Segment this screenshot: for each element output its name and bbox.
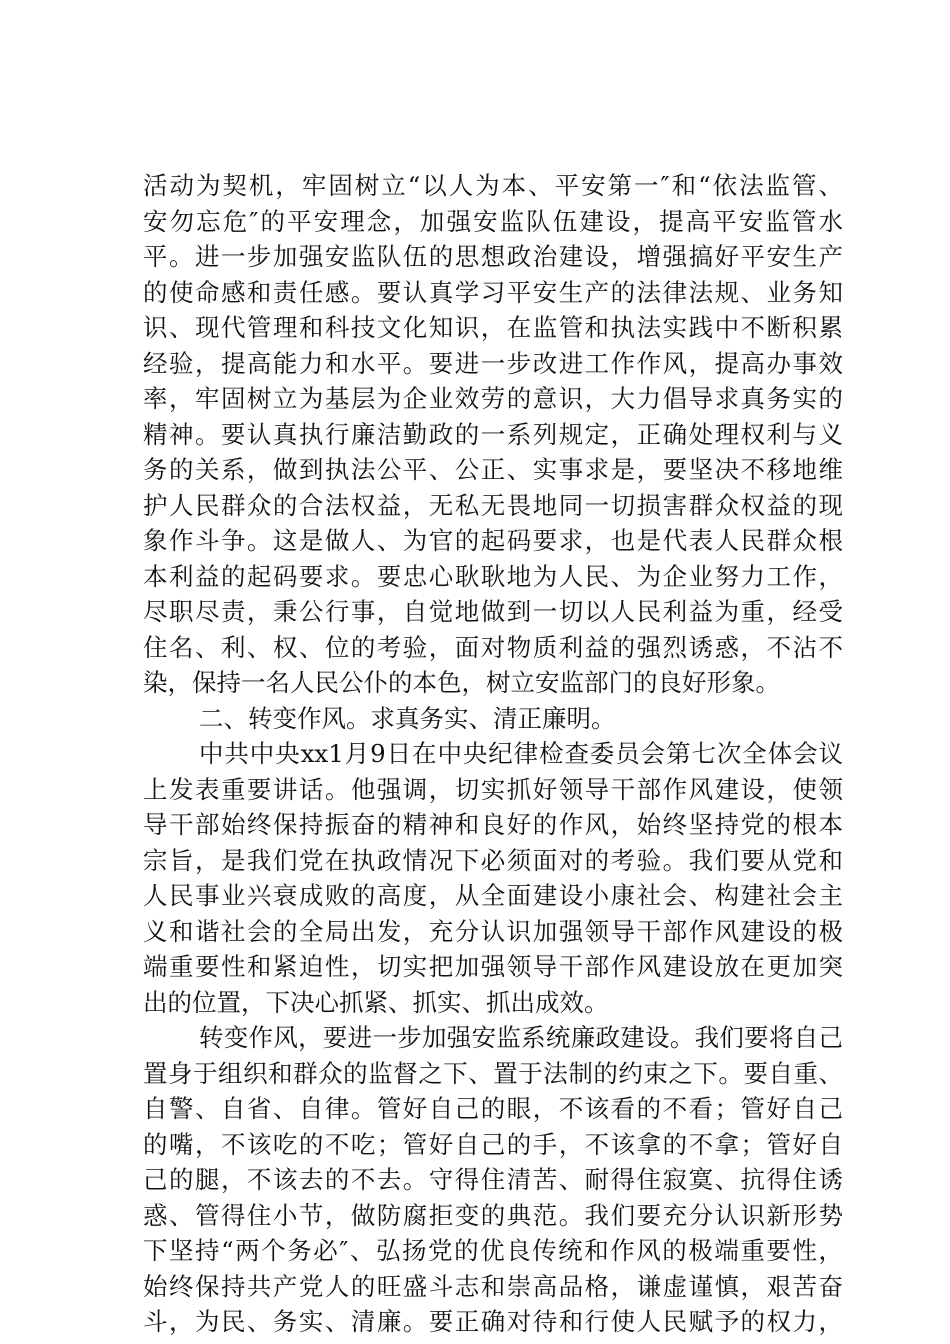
paragraph	[143, 1020, 843, 1340]
text-line: 宗旨，是我们党在执政情况下必须面对的考验。我们要从党和	[143, 845, 843, 875]
text-line: 平。进一步加强安监队伍的思想政治建设，增强搞好平安生产	[143, 242, 843, 271]
text-line: 识、现代管理和科技文化知识，在监管和执法实践中不断积累	[143, 313, 843, 342]
text-line: 象作斗争。这是做人、为官的起码要求，也是代表人民群众根	[143, 526, 843, 555]
text-line: 惑、管得住小节，做防腐拒变的典范。我们要充分认识新形势	[143, 1200, 843, 1230]
text-line: 出的位置，下决心抓紧、抓实、抓出成效。	[143, 987, 609, 1017]
text-line: 中共中央xx1月9日在中央纪律检查委员会第七次全体会议	[199, 739, 843, 768]
text-line: 的嘴，不该吃的不吃；管好自己的手，不该拿的不拿；管好自	[143, 1129, 843, 1159]
text-line: 住名、利、权、位的考验，面对物质利益的强烈诱惑，不沾不	[143, 632, 843, 662]
paragraph	[143, 168, 843, 701]
text-line: 导干部始终保持振奋的精神和良好的作风，始终坚持党的根本	[143, 810, 843, 839]
body-text	[143, 168, 843, 1340]
text-line: 经验，提高能力和水平。要进一步改进工作作风，提高办事效	[143, 348, 843, 378]
text-line: 二、转变作风。求真务实、清正廉明。	[199, 703, 616, 733]
text-line: 始终保持共产党人的旺盛斗志和崇高品格，谦虚谨慎，艰苦奋	[143, 1271, 843, 1301]
text-line: 务的关系，做到执法公平、公正、实事求是，要坚决不移地维	[143, 455, 843, 484]
text-line: 端重要性和紧迫性，切实把加强领导干部作风建设放在更加突	[143, 952, 843, 981]
text-line: 转变作风，要进一步加强安监系统廉政建设。我们要将自己	[199, 1023, 843, 1052]
text-line: 下坚持“两个务必″、弘扬党的优良传统和作风的极端重要性，	[143, 1236, 843, 1265]
text-line: 义和谐社会的全局出发，充分认识加强领导干部作风建设的极	[143, 916, 843, 946]
text-line: 染，保持一名人民公仆的本色，树立安监部门的良好形象。	[143, 668, 780, 697]
text-line: 精神。要认真执行廉洁勤政的一系列规定，正确处理权利与义	[143, 419, 843, 449]
text-line: 安勿忘危″的平安理念，加强安监队伍建设，提高平安监管水	[143, 206, 843, 236]
paragraph	[143, 736, 843, 1020]
text-line: 人民事业兴衰成败的高度，从全面建设小康社会、构建社会主	[143, 881, 843, 910]
text-line: 己的腿，不该去的不去。守得住清苦、耐得住寂寞、抗得住诱	[143, 1165, 843, 1194]
text-line: 活动为契机，牢固树立“以人为本、平安第一″和“依法监管、	[143, 171, 843, 200]
text-line: 置身于组织和群众的监督之下、置于法制的约束之下。要自重、	[143, 1058, 843, 1088]
text-line: 自警、自省、自律。管好自己的眼，不该看的不看；管好自己	[143, 1094, 843, 1123]
text-line: 护人民群众的合法权益，无私无畏地同一切损害群众权益的现	[143, 490, 843, 520]
text-line: 本利益的起码要求。要忠心耿耿地为人民、为企业努力工作，	[143, 561, 843, 591]
text-line: 上发表重要讲话。他强调，切实抓好领导干部作风建设，使领	[143, 774, 843, 804]
text-line: 斗，为民、务实、清廉。要正确对待和行使人民赋予的权力，	[143, 1307, 843, 1336]
text-line: 率，牢固树立为基层为企业效劳的意识，大力倡导求真务实的	[143, 384, 843, 413]
text-line: 尽职尽责，秉公行事，自觉地做到一切以人民利益为重，经受	[143, 597, 843, 626]
section-heading	[143, 701, 843, 737]
text-line: 的使命感和责任感。要认真学习平安生产的法律法规、业务知	[143, 277, 843, 307]
